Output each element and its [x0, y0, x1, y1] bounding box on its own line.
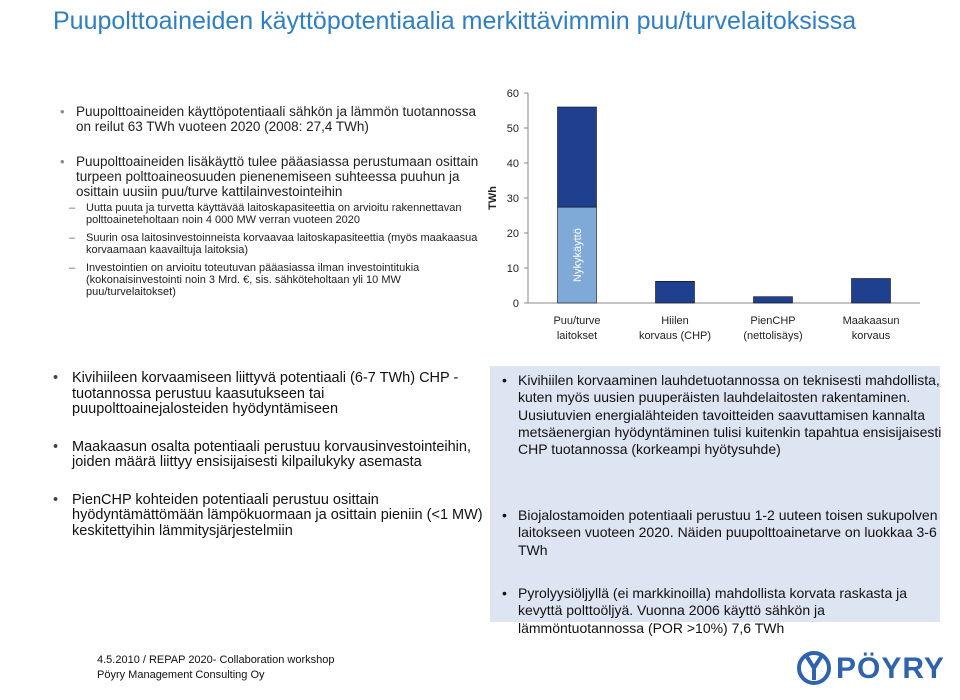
category-label: Maakaasun [842, 315, 900, 327]
footer-date-event: 4.5.2010 / REPAP 2020- Collaboration workshop [97, 654, 335, 666]
bullet-additional-use: • Puupolttoaineiden lisäkäyttö tulee pääasiassa perustumaan osittain turpeen polttoaineosuuden pienenemiseen suhteessa puuhun ja osittain uusiin puu/turve kattilainvestointeihin [60, 154, 480, 199]
lower-bullet-list [53, 371, 483, 539]
category-label: korvaus [851, 330, 891, 342]
poyry-logo [794, 648, 945, 688]
bar-segment [656, 281, 695, 303]
logo-mark-icon [794, 648, 834, 688]
footer-company: Pöyry Management Consulting Oy [97, 669, 265, 681]
slide-title: Puupolttoaineiden käyttöpotentiaalia merkittävimmin puu/turvelaitoksissa [53, 7, 857, 35]
y-axis-title: TWh [487, 186, 499, 210]
sub-bullet-investments: – Investointien on arvioitu toteutuvan pääasiassa ilman investointitukia (kokonaisinvestointi noin 3 Mrd. €, sis. sähköteholtaan yli 10 MW puu/turvelaitokset) [60, 262, 480, 298]
category-label: Puu/turve [553, 315, 601, 327]
y-tick-label: 30 [506, 193, 519, 205]
y-tick-label: 40 [506, 158, 519, 170]
bar-segment [558, 107, 597, 207]
bar-annotation-label: Nykykäyttö [572, 228, 584, 282]
category-label: (nettolisäys) [743, 330, 803, 342]
bullet-small-chp: • PienCHP kohteiden potentiaali perustuu osittain hyödyntämättömään lämpökuormaan ja osittain pieniin (<1 MW) keskitettyihin lämmitysjärjestelmiin [53, 493, 483, 540]
bullet-gas-replacement: • Maakaasun osalta potentiaali perustuu korvausinvestointeihin, joiden määrä liittyy ensisijaisesti kilpailukyky asemasta [53, 440, 483, 471]
sub-bullet-capacity: – Uutta puuta ja turvetta käyttävää laitoskapasiteettia on arvioitu rakennettavan polttoaineteholtaan noin 4 000 MW verran vuoteen 2020 [60, 202, 480, 226]
bar-segment [852, 279, 891, 304]
y-tick-label: 0 [512, 298, 519, 310]
sub-bullet-replacement: – Suurin osa laitosinvestoinneista korvaavaa laitoskapasiteettia (myös maakaasua korvaamaan kaavailtuja laitoksia) [60, 232, 480, 256]
footer [97, 653, 334, 683]
right-bullet-biorefinery: • Biojalostamoiden potentiaali perustuu 1-2 uuteen toisen sukupolven laitokseen vuoteen 2020. Näiden puupolttoainetarve on luokkaa 3-6 TWh [498, 507, 954, 559]
logo-wordmark: PÖYRY [836, 652, 945, 685]
y-tick-label: 20 [506, 228, 519, 240]
category-label: korvaus (CHP) [638, 330, 712, 342]
right-bullet-condensing: • Kivihiilen korvaaminen lauhdetuotannossa on teknisesti mahdollista, kuten myös uusien puuperäisten lauhdelaitosten rakentaminen. Uusiutuvien energialähteiden tavoitteiden saavuttamisen kannalta metsäenergian hyödyntäminen tulisi kuitenkin tapahtua ensisijaisesti CHP tuotannossa (korkeampi hyötysuhde) [498, 372, 954, 458]
y-tick-label: 60 [506, 88, 519, 100]
category-label: Hiilen [661, 315, 689, 327]
bullet-coal-replacement: • Kivihiileen korvaamiseen liittyvä potentiaali (6-7 TWh) CHP -tuotannossa perustuu kaasutukseen tai puupolttoainejalosteiden hyödyntämiseen [53, 371, 483, 418]
bullet-potential: • Puupolttoaineiden käyttöpotentiaali sähkön ja lämmön tuotannossa on reilut 63 TWh vuoteen 2020 (2008: 27,4 TWh) [60, 104, 480, 134]
y-tick-label: 10 [506, 263, 519, 275]
y-tick-label: 50 [506, 123, 519, 135]
right-bullet-pyrolysis: • Pyrolyysiöljyllä (ei markkinoilla) mahdollista korvata raskasta ja kevyttä polttoöljyä. Vuonna 2006 käyttö sähkön ja lämmöntuotannossa (POR >10%) 7,6 TWh [498, 585, 954, 637]
bar-segment [754, 297, 793, 303]
category-label: laitokset [556, 330, 598, 342]
category-label: PienCHP [750, 315, 796, 327]
